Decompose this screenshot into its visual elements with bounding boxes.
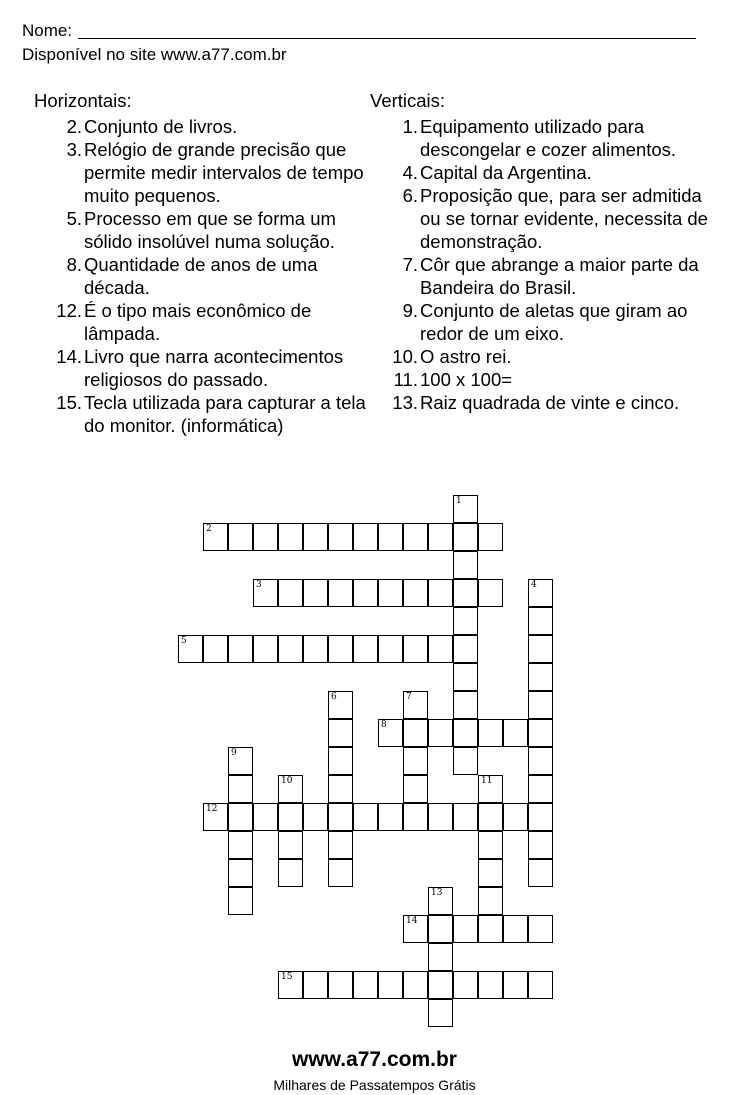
crossword-cell[interactable] xyxy=(278,775,303,803)
crossword-cell[interactable] xyxy=(328,859,353,887)
crossword-cell[interactable] xyxy=(453,915,478,943)
clue-text: Raiz quadrada de vinte e cinco. xyxy=(420,392,680,413)
horizontal-clue xyxy=(34,207,369,253)
crossword-cell[interactable] xyxy=(303,523,328,551)
crossword-cell[interactable] xyxy=(428,971,453,999)
crossword-cell[interactable] xyxy=(328,971,353,999)
crossword-cell[interactable] xyxy=(203,523,228,551)
crossword-cell[interactable] xyxy=(428,915,453,943)
vertical-clue xyxy=(370,368,715,391)
crossword-cell[interactable] xyxy=(528,579,553,607)
clue-number: 13. xyxy=(392,392,418,413)
crossword-cell[interactable] xyxy=(203,635,228,663)
crossword-cell[interactable] xyxy=(203,803,228,831)
crossword-cell[interactable] xyxy=(478,579,503,607)
crossword-cell[interactable] xyxy=(403,579,428,607)
crossword-cell[interactable] xyxy=(403,971,428,999)
crossword-cell[interactable] xyxy=(528,859,553,887)
crossword-cell[interactable] xyxy=(328,523,353,551)
crossword-cell[interactable] xyxy=(528,831,553,859)
clue-number: 14. xyxy=(56,346,82,367)
name-write-line[interactable] xyxy=(78,38,696,39)
clue-number: 9. xyxy=(402,300,418,321)
crossword-cell[interactable] xyxy=(528,803,553,831)
crossword-cell[interactable] xyxy=(503,803,528,831)
cell-number: 6 xyxy=(331,692,337,702)
crossword-cell[interactable] xyxy=(278,635,303,663)
crossword-cell[interactable] xyxy=(378,803,403,831)
crossword-cell[interactable] xyxy=(253,523,278,551)
vertical-clue xyxy=(370,161,715,184)
vertical-clue-list xyxy=(370,115,715,414)
clue-number: 5. xyxy=(66,208,82,229)
crossword-cell[interactable] xyxy=(478,775,503,803)
footer-site: www.a77.com.br xyxy=(292,1048,457,1071)
crossword-cell[interactable] xyxy=(478,887,503,915)
crossword-cell[interactable] xyxy=(353,579,378,607)
clue-number: 10. xyxy=(392,346,418,367)
clue-number: 12. xyxy=(56,300,82,321)
clue-text: Equipamento utilizado para descongelar e cozer alimentos. xyxy=(420,116,677,160)
vertical-clue xyxy=(370,299,715,345)
cell-number: 12 xyxy=(206,804,218,814)
crossword-cell[interactable] xyxy=(428,999,453,1027)
crossword-cell[interactable] xyxy=(403,775,428,803)
vertical-clue xyxy=(370,253,715,299)
cell-number: 7 xyxy=(406,692,412,702)
crossword-cell[interactable] xyxy=(478,831,503,859)
crossword-cell[interactable] xyxy=(253,635,278,663)
horizontal-clue-list xyxy=(34,115,369,437)
crossword-cell[interactable] xyxy=(428,887,453,915)
cell-number: 4 xyxy=(531,580,537,590)
clue-text: Quantidade de anos de uma década. xyxy=(84,254,318,298)
clue-number: 8. xyxy=(66,254,82,275)
crossword-cell[interactable] xyxy=(453,719,478,747)
clue-text: Proposição que, para ser admitida ou se tornar evidente, necessita de demonstração. xyxy=(420,185,708,252)
crossword-cell[interactable] xyxy=(353,523,378,551)
crossword-cell[interactable] xyxy=(428,803,453,831)
crossword-cell[interactable] xyxy=(378,579,403,607)
crossword-cell[interactable] xyxy=(453,607,478,635)
horizontal-clue xyxy=(34,115,369,138)
crossword-cell[interactable] xyxy=(453,523,478,551)
clue-text: Processo em que se forma um sólido insolúvel numa solução. xyxy=(84,208,336,252)
crossword-cell[interactable] xyxy=(328,803,353,831)
crossword-cell[interactable] xyxy=(328,719,353,747)
crossword-cell[interactable] xyxy=(428,943,453,971)
cell-number: 9 xyxy=(231,748,237,758)
crossword-cell[interactable] xyxy=(453,579,478,607)
crossword-cell[interactable] xyxy=(353,971,378,999)
clue-number: 1. xyxy=(402,116,418,137)
crossword-cell[interactable] xyxy=(253,803,278,831)
crossword-cell[interactable] xyxy=(303,803,328,831)
clue-text: Tecla utilizada para capturar a tela do monitor. (informática) xyxy=(84,392,366,436)
crossword-cell[interactable] xyxy=(403,635,428,663)
clue-number: 3. xyxy=(66,139,82,160)
crossword-cell[interactable] xyxy=(478,719,503,747)
crossword-cell[interactable] xyxy=(478,915,503,943)
clue-text: 100 x 100= xyxy=(420,369,513,390)
name-field-row xyxy=(22,21,696,41)
horizontal-clue xyxy=(34,299,369,345)
clue-text: Côr que abrange a maior parte da Bandeira do Brasil. xyxy=(420,254,699,298)
crossword-cell[interactable] xyxy=(528,607,553,635)
crossword-cell[interactable] xyxy=(453,551,478,579)
crossword-cell[interactable] xyxy=(278,579,303,607)
crossword-cell[interactable] xyxy=(528,915,553,943)
clue-text: É o tipo mais econômico de lâmpada. xyxy=(84,300,312,344)
crossword-cell[interactable] xyxy=(353,803,378,831)
clue-number: 6. xyxy=(402,185,418,206)
cell-number: 2 xyxy=(206,524,212,534)
crossword-cell[interactable] xyxy=(303,971,328,999)
vertical-clue xyxy=(370,345,715,368)
vertical-heading: Verticais: xyxy=(370,90,446,111)
crossword-cell[interactable] xyxy=(453,747,478,775)
clue-number: 4. xyxy=(402,162,418,183)
crossword-cell[interactable] xyxy=(478,971,503,999)
crossword-cell[interactable] xyxy=(303,579,328,607)
clue-number: 11. xyxy=(393,369,418,390)
clue-number: 2. xyxy=(66,116,82,137)
crossword-cell[interactable] xyxy=(428,635,453,663)
crossword-cell[interactable] xyxy=(278,831,303,859)
crossword-cell[interactable] xyxy=(178,635,203,663)
crossword-cell[interactable] xyxy=(528,635,553,663)
crossword-cell[interactable] xyxy=(528,663,553,691)
crossword-cell[interactable] xyxy=(453,691,478,719)
vertical-clue xyxy=(370,184,715,253)
crossword-cell[interactable] xyxy=(378,523,403,551)
cell-number: 8 xyxy=(381,720,387,730)
vertical-clues xyxy=(370,89,715,414)
cell-number: 13 xyxy=(431,888,443,898)
horizontal-clue xyxy=(34,253,369,299)
crossword-cell[interactable] xyxy=(428,719,453,747)
crossword-cell[interactable] xyxy=(228,859,253,887)
crossword-cell[interactable] xyxy=(378,719,403,747)
crossword-cell[interactable] xyxy=(528,691,553,719)
footer-tagline: Milhares de Passatempos Grátis xyxy=(273,1077,476,1093)
clue-number: 7. xyxy=(402,254,418,275)
clue-number: 15. xyxy=(56,392,82,413)
crossword-cell[interactable] xyxy=(228,831,253,859)
horizontal-clues xyxy=(34,89,369,437)
cell-number: 15 xyxy=(281,972,293,982)
crossword-cell[interactable] xyxy=(403,719,428,747)
vertical-clue xyxy=(370,391,715,414)
crossword-cell[interactable] xyxy=(278,859,303,887)
crossword-cell[interactable] xyxy=(303,635,328,663)
cell-number: 3 xyxy=(256,580,262,590)
crossword-cell[interactable] xyxy=(528,719,553,747)
crossword-cell[interactable] xyxy=(228,747,253,775)
crossword-cell[interactable] xyxy=(403,915,428,943)
cell-number: 10 xyxy=(281,776,293,786)
crossword-cell[interactable] xyxy=(428,523,453,551)
name-label: Nome: xyxy=(22,21,73,40)
clue-text: Conjunto de aletas que giram ao redor de um eixo. xyxy=(420,300,688,344)
cell-number: 11 xyxy=(481,776,493,786)
crossword-cell[interactable] xyxy=(328,775,353,803)
crossword-cell[interactable] xyxy=(328,747,353,775)
crossword-cell[interactable] xyxy=(353,635,378,663)
crossword-cell[interactable] xyxy=(328,691,353,719)
crossword-cell[interactable] xyxy=(453,663,478,691)
crossword-cell[interactable] xyxy=(428,579,453,607)
crossword-cell[interactable] xyxy=(403,691,428,719)
cell-number: 14 xyxy=(406,916,418,926)
cell-number: 5 xyxy=(181,636,187,646)
crossword-cell[interactable] xyxy=(453,971,478,999)
crossword-cell[interactable] xyxy=(378,971,403,999)
crossword-cell[interactable] xyxy=(228,887,253,915)
crossword-cell[interactable] xyxy=(478,803,503,831)
crossword-cell[interactable] xyxy=(328,635,353,663)
crossword-cell[interactable] xyxy=(478,859,503,887)
crossword-cell[interactable] xyxy=(403,803,428,831)
crossword-cell[interactable] xyxy=(453,635,478,663)
crossword-cell[interactable] xyxy=(228,775,253,803)
crossword-cell[interactable] xyxy=(228,803,253,831)
horizontal-clue xyxy=(34,138,369,207)
crossword-cell[interactable] xyxy=(528,971,553,999)
crossword-cell[interactable] xyxy=(503,915,528,943)
crossword-cell[interactable] xyxy=(278,971,303,999)
clue-text: O astro rei. xyxy=(420,346,512,367)
crossword-cell[interactable] xyxy=(278,523,303,551)
crossword-cell[interactable] xyxy=(228,635,253,663)
clue-text: Livro que narra acontecimentos religiosos do passado. xyxy=(84,346,344,390)
crossword-cell[interactable] xyxy=(453,803,478,831)
crossword-cell[interactable] xyxy=(378,635,403,663)
crossword-cell[interactable] xyxy=(528,775,553,803)
horizontal-heading: Horizontais: xyxy=(34,90,132,111)
crossword-cell[interactable] xyxy=(253,579,278,607)
crossword-cell[interactable] xyxy=(278,803,303,831)
crossword-cell[interactable] xyxy=(478,523,503,551)
horizontal-clue xyxy=(34,391,369,437)
clue-text: Relógio de grande precisão que permite medir intervalos de tempo muito pequenos. xyxy=(84,139,364,206)
crossword-cell[interactable] xyxy=(403,523,428,551)
cell-number: 1 xyxy=(456,496,462,506)
crossword-cell[interactable] xyxy=(328,831,353,859)
clue-text: Capital da Argentina. xyxy=(420,162,592,183)
crossword-cell[interactable] xyxy=(503,971,528,999)
horizontal-clue xyxy=(34,345,369,391)
crossword-cell[interactable] xyxy=(503,719,528,747)
crossword-cell[interactable] xyxy=(453,495,478,523)
site-note: Disponível no site www.a77.com.br xyxy=(22,45,287,64)
crossword-cell[interactable] xyxy=(328,579,353,607)
crossword-cell[interactable] xyxy=(528,747,553,775)
vertical-clue xyxy=(370,115,715,161)
crossword-cell[interactable] xyxy=(403,747,428,775)
clue-text: Conjunto de livros. xyxy=(84,116,238,137)
crossword-cell[interactable] xyxy=(228,523,253,551)
